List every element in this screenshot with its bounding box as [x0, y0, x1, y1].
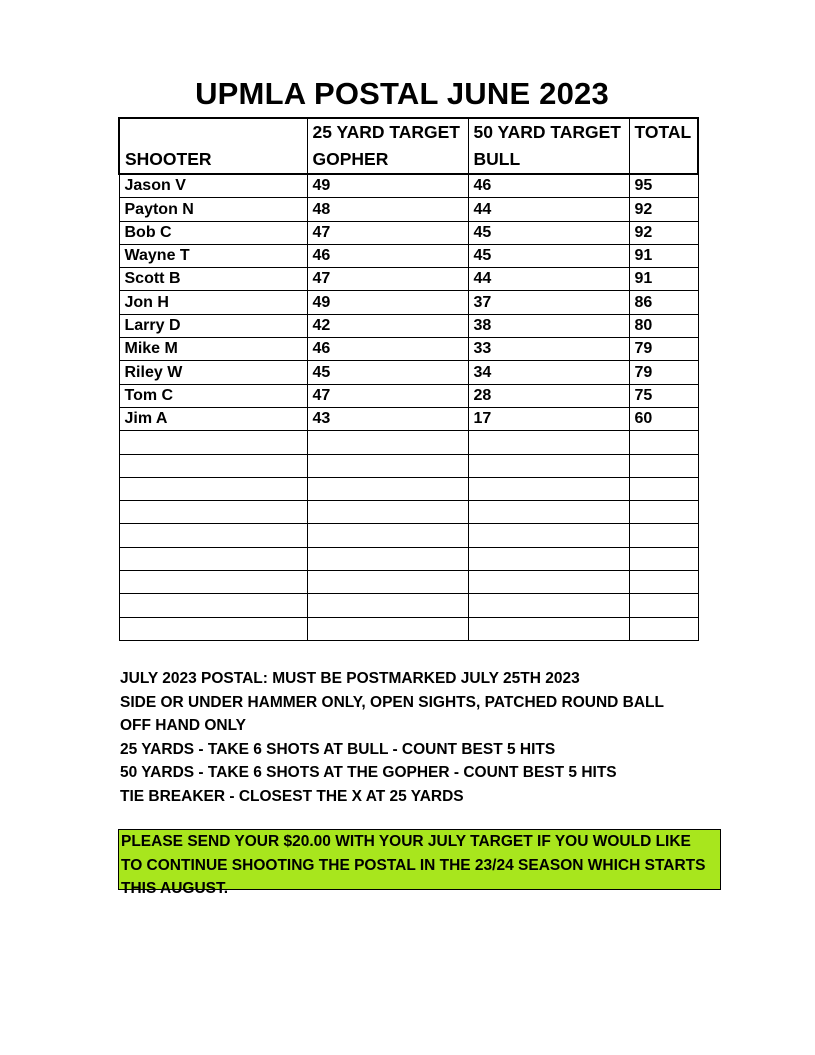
note-line: 25 YARDS - TAKE 6 SHOTS AT BULL - COUNT BEST 5 HITS: [120, 740, 556, 758]
cell-total-score: 80: [629, 314, 698, 337]
note-line: SIDE OR UNDER HAMMER ONLY, OPEN SIGHTS, PATCHED ROUND BALL: [120, 693, 664, 711]
header-25-yard: [307, 118, 468, 174]
cell-25-yard-score: 48: [307, 198, 468, 221]
cell-25-yard-score: [307, 454, 468, 477]
cell-50-yard-score: 38: [468, 314, 629, 337]
cell-total-score: [629, 431, 698, 454]
cell-total-score: 79: [629, 361, 698, 384]
cell-50-yard-score: 45: [468, 244, 629, 267]
header-50-yard: [468, 118, 629, 174]
payment-notice: [118, 829, 721, 897]
cell-25-yard-score: 47: [307, 221, 468, 244]
cell-50-yard-score: [468, 454, 629, 477]
cell-shooter-name: Jason V: [119, 174, 307, 198]
cell-shooter-name: [119, 571, 307, 594]
table-row: [119, 477, 698, 500]
cell-50-yard-score: [468, 594, 629, 617]
notice-line: TO CONTINUE SHOOTING THE POSTAL IN THE 23/24 SEASON WHICH STARTS: [121, 856, 706, 874]
table-row: [119, 594, 698, 617]
rules-notes: [120, 667, 664, 808]
cell-25-yard-score: 46: [307, 338, 468, 361]
cell-shooter-name: Jim A: [119, 407, 307, 430]
cell-total-score: 95: [629, 174, 698, 198]
cell-total-score: 92: [629, 198, 698, 221]
cell-25-yard-score: [307, 431, 468, 454]
cell-25-yard-score: 47: [307, 384, 468, 407]
header-total: [629, 118, 698, 174]
cell-25-yard-score: 42: [307, 314, 468, 337]
cell-25-yard-score: 43: [307, 407, 468, 430]
cell-50-yard-score: [468, 431, 629, 454]
cell-25-yard-score: 49: [307, 291, 468, 314]
cell-50-yard-score: 17: [468, 407, 629, 430]
header-25-yard-line2: GOPHER: [312, 149, 389, 169]
cell-shooter-name: [119, 594, 307, 617]
cell-50-yard-score: [468, 524, 629, 547]
cell-50-yard-score: [468, 501, 629, 524]
cell-total-score: 91: [629, 268, 698, 291]
cell-shooter-name: Tom C: [119, 384, 307, 407]
cell-50-yard-score: [468, 571, 629, 594]
cell-25-yard-score: [307, 477, 468, 500]
cell-25-yard-score: [307, 617, 468, 640]
cell-25-yard-score: [307, 547, 468, 570]
table-row: [119, 547, 698, 570]
note-line: JULY 2023 POSTAL: MUST BE POSTMARKED JULY 25TH 2023: [120, 670, 580, 687]
table-row: [119, 384, 698, 407]
cell-total-score: [629, 477, 698, 500]
notice-line: PLEASE SEND YOUR $20.00 WITH YOUR JULY TARGET IF YOU WOULD LIKE: [121, 833, 691, 850]
scores-table: [118, 117, 699, 641]
table-row: [119, 174, 698, 198]
note-line: OFF HAND ONLY: [120, 717, 247, 734]
cell-total-score: [629, 617, 698, 640]
cell-50-yard-score: 28: [468, 384, 629, 407]
notice-line: THIS AUGUST.: [121, 880, 229, 897]
table-row: [119, 617, 698, 640]
table-row: [119, 407, 698, 430]
table-row: [119, 454, 698, 477]
header-shooter-label: SHOOTER: [125, 149, 212, 169]
table-row: [119, 314, 698, 337]
cell-shooter-name: Mike M: [119, 338, 307, 361]
cell-shooter-name: [119, 524, 307, 547]
table-row: [119, 338, 698, 361]
cell-50-yard-score: [468, 477, 629, 500]
cell-total-score: [629, 547, 698, 570]
table-row: [119, 198, 698, 221]
cell-shooter-name: Payton N: [119, 198, 307, 221]
cell-total-score: 75: [629, 384, 698, 407]
cell-50-yard-score: 44: [468, 268, 629, 291]
cell-25-yard-score: 46: [307, 244, 468, 267]
cell-50-yard-score: [468, 617, 629, 640]
table-header-row: [119, 118, 698, 174]
note-line: 50 YARDS - TAKE 6 SHOTS AT THE GOPHER - COUNT BEST 5 HITS: [120, 764, 617, 781]
table-row: [119, 571, 698, 594]
cell-shooter-name: [119, 617, 307, 640]
cell-shooter-name: [119, 547, 307, 570]
cell-shooter-name: [119, 431, 307, 454]
header-total-label: TOTAL: [634, 122, 692, 142]
cell-50-yard-score: 45: [468, 221, 629, 244]
cell-total-score: [629, 501, 698, 524]
table-row: [119, 501, 698, 524]
table-row: [119, 244, 698, 267]
page-title: UPMLA POSTAL JUNE 2023: [195, 76, 609, 111]
cell-50-yard-score: 46: [468, 174, 629, 198]
header-shooter: [119, 118, 307, 174]
header-50-yard-line2: BULL: [473, 149, 521, 169]
cell-total-score: [629, 571, 698, 594]
table-row: [119, 268, 698, 291]
cell-shooter-name: [119, 477, 307, 500]
table-row: [119, 361, 698, 384]
cell-25-yard-score: [307, 571, 468, 594]
cell-25-yard-score: [307, 594, 468, 617]
cell-total-score: [629, 454, 698, 477]
cell-50-yard-score: [468, 547, 629, 570]
cell-25-yard-score: 47: [307, 268, 468, 291]
table-row: [119, 431, 698, 454]
cell-shooter-name: Riley W: [119, 361, 307, 384]
table-row: [119, 524, 698, 547]
cell-25-yard-score: [307, 524, 468, 547]
cell-total-score: [629, 594, 698, 617]
cell-total-score: 79: [629, 338, 698, 361]
cell-50-yard-score: 33: [468, 338, 629, 361]
cell-total-score: 86: [629, 291, 698, 314]
cell-25-yard-score: [307, 501, 468, 524]
cell-total-score: 60: [629, 407, 698, 430]
cell-shooter-name: Larry D: [119, 314, 307, 337]
header-25-yard-line1: 25 YARD TARGET: [312, 122, 460, 142]
cell-shooter-name: Wayne T: [119, 244, 307, 267]
cell-shooter-name: Jon H: [119, 291, 307, 314]
score-rows: [119, 174, 698, 640]
note-line: TIE BREAKER - CLOSEST THE X AT 25 YARDS: [120, 787, 464, 805]
cell-shooter-name: Bob C: [119, 221, 307, 244]
cell-total-score: [629, 524, 698, 547]
cell-total-score: 91: [629, 244, 698, 267]
cell-shooter-name: [119, 454, 307, 477]
cell-25-yard-score: 45: [307, 361, 468, 384]
cell-shooter-name: Scott B: [119, 268, 307, 291]
table-row: [119, 221, 698, 244]
cell-50-yard-score: 34: [468, 361, 629, 384]
table-row: [119, 291, 698, 314]
cell-shooter-name: [119, 501, 307, 524]
cell-25-yard-score: 49: [307, 174, 468, 198]
header-50-yard-line1: 50 YARD TARGET: [473, 122, 621, 142]
cell-total-score: 92: [629, 221, 698, 244]
cell-50-yard-score: 37: [468, 291, 629, 314]
cell-50-yard-score: 44: [468, 198, 629, 221]
